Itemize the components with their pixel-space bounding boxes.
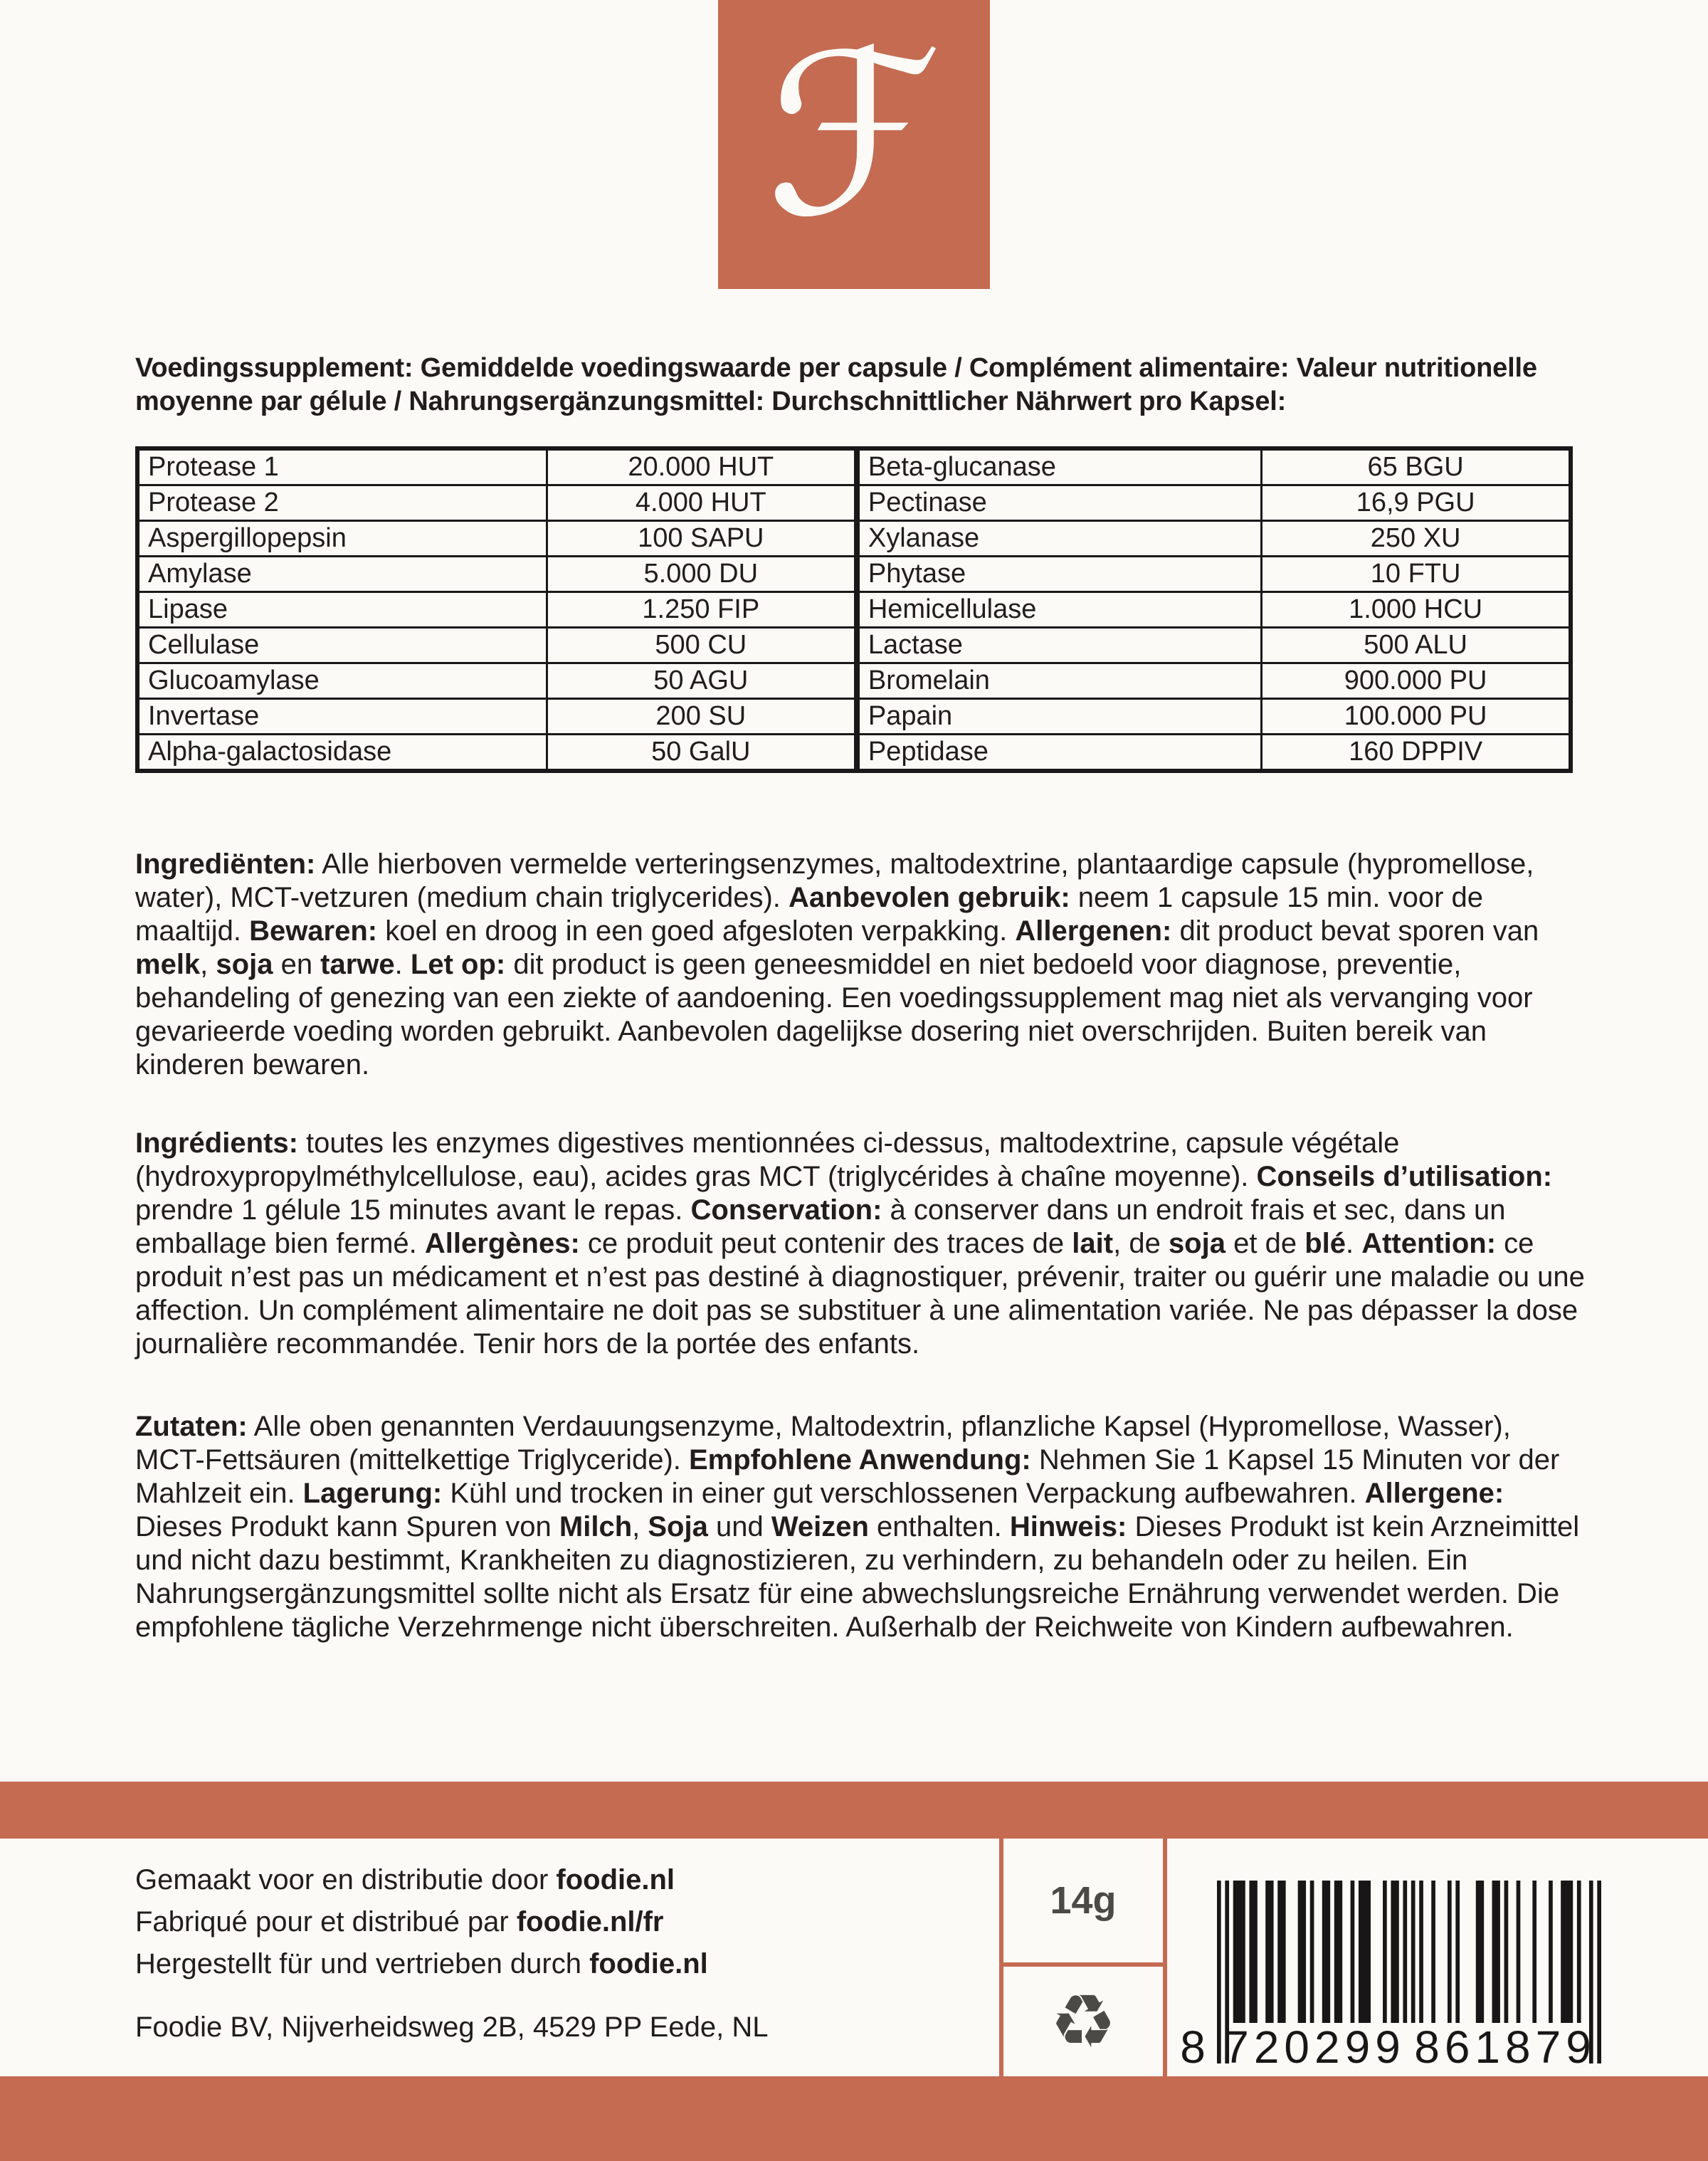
enzyme-amount: 200 SU: [547, 699, 857, 735]
enzyme-name: Hemicellulase: [857, 592, 1262, 628]
barcode: [1174, 1881, 1601, 2068]
manufacturer-address: Foodie BV, Nijverheidsweg 2B, 4529 PP Eede, NL: [135, 2012, 769, 2043]
table-row: [137, 735, 1571, 772]
brand-logo: [718, 0, 990, 289]
barcode-digit-group2: 861879: [1414, 2021, 1596, 2068]
enzyme-name: Glucoamylase: [137, 663, 547, 699]
enzyme-amount: 1.250 FIP: [547, 592, 857, 628]
barcode-digit-group1: 720299: [1223, 2021, 1406, 2068]
divider-vertical-right: [1163, 1838, 1167, 2076]
enzyme-name: Pectinase: [857, 485, 1262, 521]
enzyme-amount: 250 XU: [1262, 521, 1571, 557]
nutrition-table-body: [137, 448, 1571, 771]
enzyme-name: Lipase: [137, 592, 547, 628]
enzyme-amount: 100 SAPU: [547, 521, 857, 557]
table-row: [137, 699, 1571, 735]
enzyme-amount: 5.000 DU: [547, 557, 857, 592]
enzyme-name: Papain: [857, 699, 1262, 735]
nutrition-header: Voedingssupplement: Gemiddelde voedingswaarde per capsule / Complément alimentaire: Valeur nutritionelle moyenne par gélule / Nahrungsergänzungsmittel: Durchschnittlicher Nährwert pro Kapsel:: [135, 353, 1537, 416]
enzyme-amount: 50 AGU: [547, 663, 857, 699]
table-row: [137, 663, 1571, 699]
enzyme-amount: 10 FTU: [1262, 557, 1571, 592]
enzyme-amount: 4.000 HUT: [547, 485, 857, 521]
enzyme-amount: 16,9 PGU: [1262, 485, 1571, 521]
enzyme-amount: 1.000 HCU: [1262, 592, 1571, 628]
enzyme-name: Lactase: [857, 628, 1262, 663]
table-row: [137, 592, 1571, 628]
enzyme-amount: 500 ALU: [1262, 628, 1571, 663]
table-row: [137, 448, 1571, 485]
distribution-line-fr: Fabriqué pour et distribué par foodie.nl/fr: [135, 1906, 664, 1937]
enzyme-name: Xylanase: [857, 521, 1262, 557]
enzyme-name: Alpha-galactosidase: [137, 735, 547, 772]
table-row: [137, 557, 1571, 592]
enzyme-amount: 65 BGU: [1262, 448, 1571, 485]
enzyme-name: Cellulase: [137, 628, 547, 663]
paragraph-german: Zutaten: Alle oben genannten Verdauungsenzyme, Maltodextrin, pflanzliche Kapsel (Hypromellose, Wasser), MCT-Fettsäuren (mittelkettige Triglyceride). Empfohlene Anwendung: Nehmen Sie 1 Kapsel 15 Minuten vor der Mahlzeit ein. Lagerung: Kühl und trocken in einer gut verschlossenen Verpackung aufbewahren. Allergene: Dieses Produkt kann Spuren von Milch, Soja und Weizen enthalten. Hinweis: Dieses Produkt ist kein Arzneimittel und nicht dazu bestimmt, Krankheiten zu diagnostizieren, zu verhindern, zu behandeln oder zu heilen. Ein Nahrungsergänzungsmittel sollte nicht als Ersatz für eine abwechslungsreiche Ernährung verwendet werden. Die empfohlene tägliche Verzehrmenge nicht überschreiten. Außerhalb der Reichweite von Kindern aufbewahren.: [135, 1411, 1580, 1643]
enzyme-name: Protease 1: [137, 448, 547, 485]
nutrition-table: [135, 446, 1573, 773]
enzyme-name: Invertase: [137, 699, 547, 735]
barcode-digit-first: 8: [1180, 2021, 1206, 2068]
table-row: [137, 485, 1571, 521]
enzyme-name: Peptidase: [857, 735, 1262, 772]
net-weight-badge: 14g: [1050, 1878, 1117, 1922]
accent-band-top: [0, 1782, 1708, 1839]
brand-f-icon: ℱ: [766, 5, 942, 266]
distribution-line-de: Hergestellt für und vertrieben durch foodie.nl: [135, 1948, 708, 1979]
distribution-line-nl: Gemaakt voor en distributie door foodie.nl: [135, 1864, 675, 1896]
accent-band-bottom: [0, 2076, 1708, 2161]
enzyme-amount: 160 DPPIV: [1262, 735, 1571, 772]
recycle-icon: ♻: [1050, 1978, 1117, 2065]
enzyme-amount: 50 GalU: [547, 735, 857, 772]
enzyme-amount: 20.000 HUT: [547, 448, 857, 485]
paragraph-french: Ingrédients: toutes les enzymes digestives mentionnées ci-dessus, maltodextrine, capsule végétale (hydroxypropylméthylcellulose, eau), acides gras MCT (triglycérides à chaîne moyenne). Conseils d’utilisation: prendre 1 gélule 15 minutes avant le repas. Conservation: à conserver dans un endroit frais et sec, dans un emballage bien fermé. Allergènes: ce produit peut contenir des traces de lait, de soja et de blé. Attention: ce produit n’est pas un médicament et n’est pas destiné à diagnostiquer, prévenir, traiter ou guérir une maladie ou une affection. Un complément alimentaire ne doit pas se substituer à une alimentation variée. Ne pas dépasser la dose journalière recommandée. Tenir hors de la portée des enfants.: [135, 1127, 1585, 1360]
table-row: [137, 628, 1571, 663]
table-row: [137, 521, 1571, 557]
enzyme-amount: 500 CU: [547, 628, 857, 663]
enzyme-amount: 900.000 PU: [1262, 663, 1571, 699]
enzyme-amount: 100.000 PU: [1262, 699, 1571, 735]
paragraph-dutch: Ingrediënten: Alle hierboven vermelde verteringsenzymes, maltodextrine, plantaardige capsule (hypromellose, water), MCT-vetzuren (medium chain triglycerides). Aanbevolen gebruik: neem 1 capsule 15 min. voor de maaltijd. Bewaren: koel en droog in een goed afgesloten verpakking. Allergenen: dit product bevat sporen van melk, soja en tarwe. Let op: dit product is geen geneesmiddel en niet bedoeld voor diagnose, preventie, behandeling of genezing van een ziekte of aandoening. Een voedingssupplement mag niet als vervanging voor gevarieerde voeding worden gebruikt. Aanbevolen dagelijkse dosering niet overschrijden. Buiten bereik van kinderen bewaren.: [135, 848, 1539, 1080]
distribution-info: [135, 1859, 708, 1985]
enzyme-name: Beta-glucanase: [857, 448, 1262, 485]
enzyme-name: Protease 2: [137, 485, 547, 521]
enzyme-name: Phytase: [857, 557, 1262, 592]
enzyme-name: Amylase: [137, 557, 547, 592]
enzyme-name: Aspergillopepsin: [137, 521, 547, 557]
enzyme-name: Bromelain: [857, 663, 1262, 699]
